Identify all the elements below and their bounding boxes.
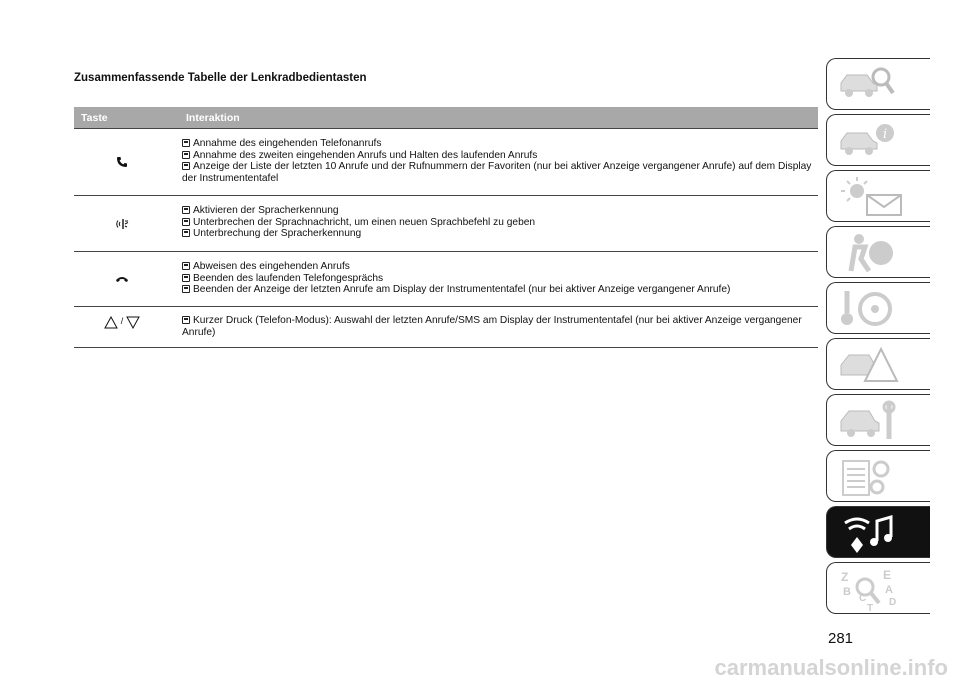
bullet-icon xyxy=(182,285,190,293)
table-row xyxy=(74,252,818,307)
list-item: Unterbrechung der Spracherkennung xyxy=(182,228,818,240)
key-separator: / xyxy=(120,316,124,326)
bullet-icon xyxy=(182,274,190,282)
index-letter: D xyxy=(889,597,897,608)
key-cell xyxy=(74,252,170,306)
phone-answer-icon xyxy=(116,156,128,168)
table-row xyxy=(74,196,818,252)
tab-index[interactable] xyxy=(826,562,930,614)
table-row xyxy=(74,129,818,196)
bullet-icon xyxy=(182,262,190,270)
steering-wheel-key-icon xyxy=(837,287,897,331)
voice-command-icon xyxy=(115,217,129,231)
index-letter: A xyxy=(885,584,893,596)
index-letter: C xyxy=(859,593,867,604)
bullet-icon xyxy=(182,139,190,147)
header-interaktion: Interaktion xyxy=(186,112,240,124)
checklist-gear-icon xyxy=(837,455,901,499)
svg-text:i: i xyxy=(883,127,888,142)
bullet-icon xyxy=(182,151,190,159)
page-number: 281 xyxy=(828,630,854,647)
list-item: Unterbrechen der Sprachnachricht, um einen neuen Sprachbefehl zu geben xyxy=(182,217,818,229)
tab-car-info[interactable] xyxy=(826,114,930,166)
watermark: carmanualsonline.info xyxy=(714,655,948,680)
tab-warning-lights[interactable] xyxy=(826,170,930,222)
up-arrow-icon xyxy=(104,316,118,329)
page-title: Zusammenfassende Tabelle der Lenkradbedientasten xyxy=(74,72,367,84)
bullet-icon xyxy=(182,229,190,237)
tab-emergency[interactable] xyxy=(826,338,930,390)
multimedia-icon xyxy=(837,511,901,555)
tab-maintenance[interactable] xyxy=(826,394,930,446)
car-info-icon xyxy=(837,119,897,161)
warning-light-message-icon xyxy=(837,175,907,219)
list-item: Aktivieren der Spracherkennung xyxy=(182,205,818,217)
down-arrow-icon xyxy=(126,316,140,329)
index-search-icon xyxy=(837,567,907,611)
key-cell xyxy=(74,196,170,251)
car-search-icon xyxy=(837,63,897,105)
header-taste: Taste xyxy=(81,112,108,124)
index-letter: T xyxy=(867,603,874,611)
table-row xyxy=(74,307,818,348)
list-item: Annahme des eingehenden Telefonanrufs xyxy=(182,138,818,150)
list-item: Annahme des zweiten eingehenden Anrufs und Halten des laufenden Anrufs xyxy=(182,150,818,162)
index-letter: B xyxy=(843,586,851,598)
car-wrench-icon xyxy=(837,399,901,443)
phone-hangup-icon xyxy=(115,275,129,283)
controls-table xyxy=(74,107,818,348)
tab-safety[interactable] xyxy=(826,226,930,278)
tab-technical-data[interactable] xyxy=(826,450,930,502)
bullet-icon xyxy=(182,218,190,226)
key-cell xyxy=(74,129,170,195)
car-hazard-icon xyxy=(837,343,901,387)
list-item: Beenden des laufenden Telefongesprächs xyxy=(182,273,818,285)
tab-starting-driving[interactable] xyxy=(826,282,930,334)
tab-multimedia[interactable] xyxy=(826,506,930,558)
list-item: Beenden der Anzeige der letzten Anrufe am Display der Instrumententafel (nur bei aktiver Anzeige vergangener Anrufe) xyxy=(182,284,818,296)
list-item: Abweisen des eingehenden Anrufs xyxy=(182,261,818,273)
bullet-icon xyxy=(182,206,190,214)
index-letter: E xyxy=(883,568,892,582)
table-header xyxy=(74,107,818,129)
bullet-icon xyxy=(182,316,190,324)
tab-car-search[interactable] xyxy=(826,58,930,110)
bullet-icon xyxy=(182,162,190,170)
list-item: Anzeige der Liste der letzten 10 Anrufe und der Rufnummern der Favoriten (nur bei aktiver Anzeige vergangener Anrufe) auf dem Display der Instrumententafel xyxy=(182,161,812,184)
airbag-icon xyxy=(837,231,897,275)
key-cell xyxy=(74,307,170,347)
index-letter: Z xyxy=(841,570,849,584)
list-item: Kurzer Druck (Telefon-Modus): Auswahl der letzten Anrufe/SMS am Display der Instrumententafel (nur bei aktiver Anzeige vergangener Anrufe) xyxy=(182,315,802,338)
